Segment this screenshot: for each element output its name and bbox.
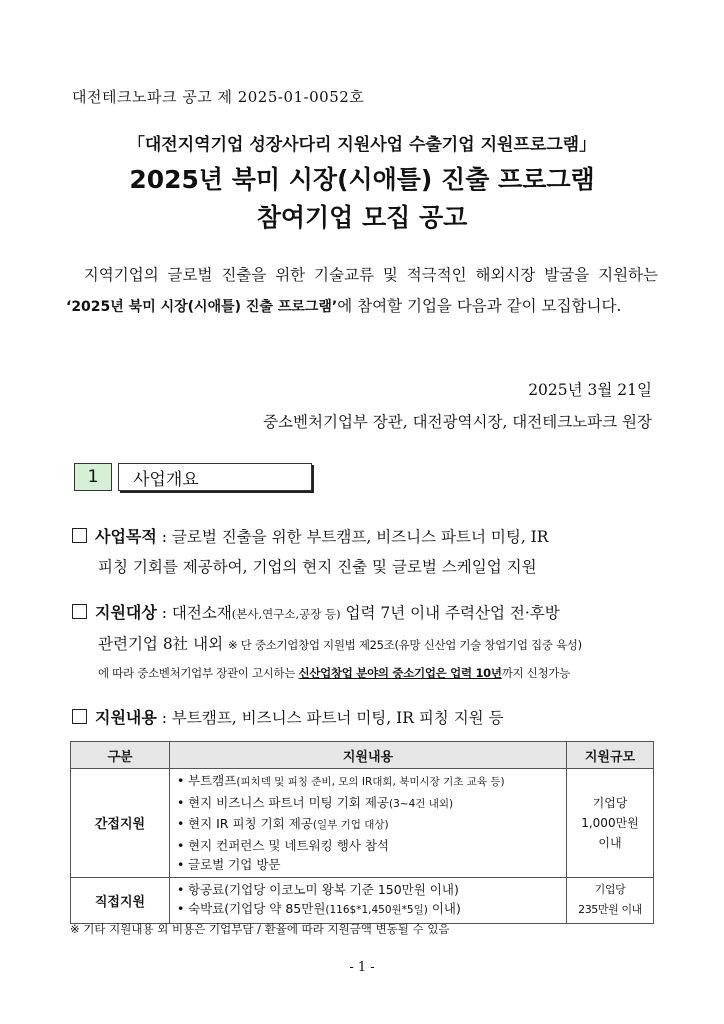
content-text: : 부트캠프, 비즈니스 파트너 미팅, IR 피칭 지원 등 — [156, 709, 504, 727]
target-text-1b: (본사,연구소,공장 등) — [231, 607, 341, 621]
purpose-line-2: 피칭 기회를 제공하여, 기업의 현지 진출 및 글로벌 스케일업 지원 — [98, 558, 537, 576]
purpose-item — [72, 522, 662, 582]
indirect-scale: 기업당 1,000만원 이내 — [567, 769, 654, 878]
direct-scale: 기업당 235만원 이내 — [567, 877, 654, 923]
target-note-2c: 까지 신청가능 — [501, 666, 570, 680]
content-line — [72, 703, 662, 733]
title-line-1: 「대전지역기업 성장사다리 지원사업 수출기업 지원프로그램」 — [127, 135, 597, 155]
notice-number: 대전테크노파크 공고 제 2025-01-0052호 — [72, 88, 365, 106]
target-line-2 — [72, 629, 662, 660]
list-item: • 숙박료(기업당 약 85만원(116$*1,450원*5일) 이내) — [188, 899, 560, 921]
checkbox-icon — [72, 709, 87, 724]
header-content: 지원내용 — [170, 742, 567, 769]
header-category: 구분 — [71, 742, 170, 769]
list-item: • 항공료(기업당 이코노미 왕복 기준 150만원 이내) — [188, 880, 560, 900]
target-line-1 — [72, 598, 662, 629]
footnote: ※ 기타 지원내용 외 비용은 기업부담 / 환율에 따라 지원금액 변동될 수 있음 — [70, 922, 450, 936]
list-item: • 현지 비즈니스 파트너 미팅 기회 제공(3~4건 내외) — [188, 793, 560, 815]
direct-content — [170, 877, 567, 923]
page-number: - 1 - — [349, 960, 375, 975]
header-scale: 지원규모 — [567, 742, 654, 769]
intro-part-1: 지역기업의 글로벌 진출을 위한 기술교류 및 적극적인 해외시장 발굴을 지원하는 — [83, 266, 658, 284]
section-title: 사업개요 — [118, 463, 312, 491]
target-label: 지원대상 — [95, 603, 157, 622]
list-item: • 글로벌 기업 방문 — [188, 855, 560, 875]
target-item — [72, 598, 662, 686]
table-header-row — [71, 742, 654, 769]
title-line-2: 2025년 북미 시장(시애틀) 진출 프로그램 — [129, 165, 595, 194]
indirect-category: 간접지원 — [71, 769, 170, 878]
list-item: • 현지 IR 피칭 기회 제공(일부 기업 대상) — [188, 814, 560, 836]
target-text-2a: 관련기업 8社 내외 — [98, 635, 228, 653]
checkbox-icon — [72, 528, 87, 543]
content-item — [72, 703, 662, 733]
notice-date: 2025년 3월 21일 — [528, 381, 652, 399]
target-line-3 — [72, 660, 662, 686]
purpose-label: 사업목적 — [95, 527, 157, 546]
target-note-2b: 신산업창업 분야의 중소기업은 업력 10년 — [298, 666, 502, 680]
purpose-text-1: : 글로벌 진출을 위한 부트캠프, 비즈니스 파트너 미팅, IR — [156, 528, 549, 546]
list-item: • 현지 컨퍼런스 및 네트워킹 행사 참석 — [188, 836, 560, 856]
table-row-indirect — [71, 769, 654, 878]
intro-program-name: ‘2025년 북미 시장(시애틀) 진출 프로그램’ — [66, 299, 338, 315]
content-label: 지원내용 — [95, 708, 157, 727]
target-note-2a: 에 따라 중소벤처기업부 장관이 고시하는 — [98, 666, 299, 680]
purpose-line-1 — [72, 522, 662, 552]
target-note-1: ※ 단 중소기업창업 지원법 제25조(유망 신산업 기술 창업기업 집중 육성) — [227, 638, 582, 652]
support-table — [70, 741, 654, 924]
direct-category: 직접지원 — [71, 877, 170, 923]
intro-part-2: 에 참여할 기업을 다음과 같이 모집합니다. — [337, 297, 622, 315]
section-number: 1 — [74, 463, 112, 491]
issuing-agencies: 중소벤처기업부 장관, 대전광역시장, 대전테크노파크 원장 — [263, 413, 652, 431]
table-row-direct — [71, 877, 654, 923]
list-item: • 부트캠프(피치덱 및 피칭 준비, 모의 IR대회, 북미시장 기초 교육 등) — [188, 771, 560, 793]
indirect-content — [170, 769, 567, 878]
title-line-3: 참여기업 모집 공고 — [256, 203, 468, 232]
target-text-1a: : 대전소재 — [156, 604, 232, 622]
target-text-1c: 업력 7년 이내 주력산업 전·후방 — [340, 604, 560, 622]
intro-paragraph — [66, 260, 658, 323]
checkbox-icon — [72, 604, 87, 619]
